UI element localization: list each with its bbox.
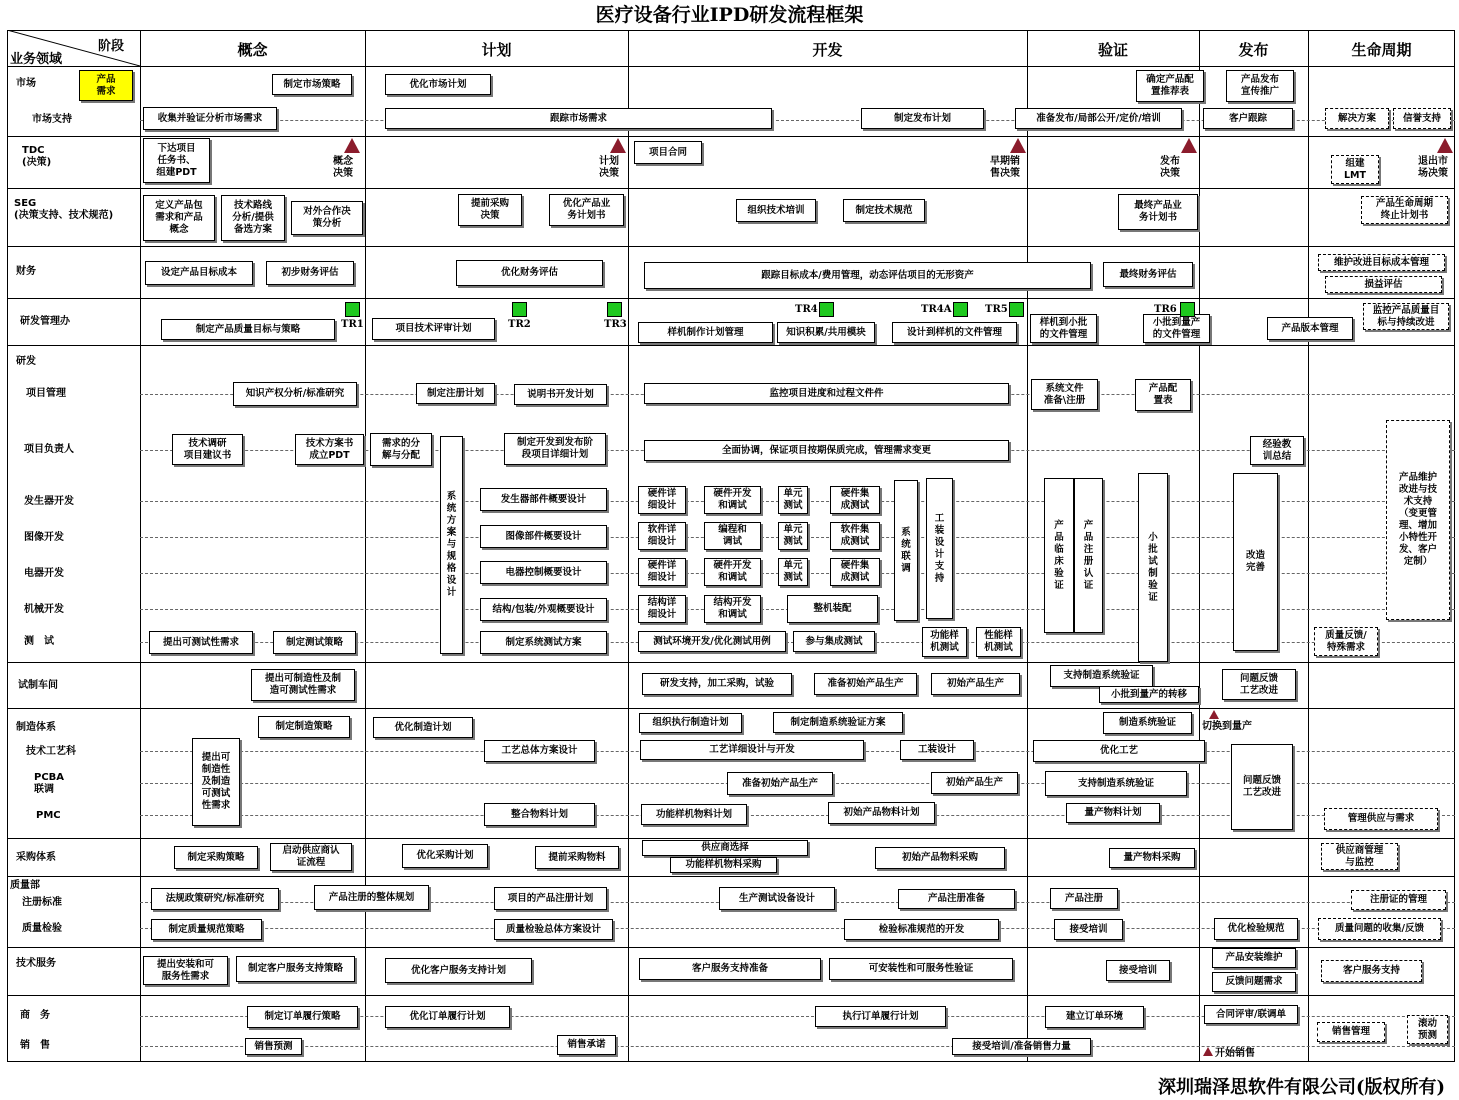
process-step-box: 损益评估	[1325, 276, 1442, 293]
process-step-box: 优化财务评估	[456, 260, 603, 286]
decision-label: 退出市 场决策	[1418, 156, 1448, 179]
process-step-box: 单元 测试	[778, 486, 808, 514]
tr-square-icon	[1180, 302, 1195, 317]
process-step-box: 收集并验证分析市场需求	[143, 107, 277, 130]
process-step-box: 合同评审/联调单	[1204, 1005, 1298, 1024]
process-step-box: 制定订单履行策略	[247, 1006, 358, 1028]
process-step-box: 制定市场策略	[272, 74, 352, 95]
process-step-box: 质量问题的收集/反馈	[1318, 918, 1441, 940]
process-step-box: 工 装 设 计 支 持	[926, 478, 953, 619]
row-label: 财务	[16, 266, 36, 277]
marker-triangle-icon	[1209, 710, 1219, 719]
process-step-box: 优化工艺	[1033, 740, 1205, 762]
process-step-box: 发生器部件概要设计	[480, 488, 607, 511]
process-step-box: 功能样 机测试	[922, 627, 967, 657]
corner-domain-label: 业务领域	[10, 52, 63, 67]
phase-develop: 开发	[812, 41, 843, 59]
process-step-box: 法规政策研究/标准研究	[151, 888, 279, 910]
product-need-box: 产品 需求	[79, 70, 133, 101]
process-step-box: 结构/包装/外观概要设计	[480, 598, 607, 621]
decision-label: 发布 决策	[1160, 156, 1180, 179]
process-step-box: 执行订单履行计划	[815, 1006, 946, 1027]
row-label: 制造体系	[16, 722, 56, 733]
tr-label: TR1	[341, 319, 364, 330]
decision-label: 计划 决策	[599, 156, 619, 179]
process-step-box: 问题反馈 工艺改进	[1222, 669, 1296, 700]
process-step-box: 维护改进目标成本管理	[1318, 254, 1445, 271]
process-step-box: 全面协调，保证项目按期保质完成，管理需求变更	[644, 440, 1009, 461]
process-step-box: 需求的分 解与分配	[370, 433, 432, 466]
process-step-box: 软件集 成测试	[830, 522, 880, 550]
process-step-box: 测试环境开发/优化测试用例	[638, 631, 786, 652]
tr-label: TR5	[985, 304, 1008, 315]
process-step-box: 软件详 细设计	[638, 522, 686, 550]
process-step-box: 销售预测	[245, 1038, 302, 1055]
process-step-box: 产品发布 宣传推广	[1226, 70, 1294, 102]
row-label: 质量部	[10, 880, 40, 891]
process-step-box: 产品配 置表	[1135, 379, 1191, 411]
row-label: 试制车间	[18, 680, 58, 691]
process-step-box: 解决方案	[1325, 108, 1389, 129]
process-step-box: 优化市场计划	[385, 74, 491, 95]
row-label: 电器开发	[24, 568, 64, 579]
lane-dash	[140, 1046, 1455, 1047]
phase-verify: 验证	[1097, 41, 1128, 59]
tr-square-icon	[953, 302, 968, 317]
process-step-box: 产品生命周期 终止计划书	[1361, 196, 1448, 224]
process-step-box: 项目合同	[634, 141, 702, 164]
process-step-box: 管理供应与需求	[1324, 808, 1438, 830]
process-step-box: 优化订单履行计划	[385, 1006, 510, 1028]
process-step-box: 反馈问题需求	[1212, 972, 1296, 992]
row-label: 市场	[16, 78, 36, 89]
phase-lifecycle: 生命周期	[1351, 41, 1412, 59]
process-step-box: 硬件开发 和调试	[704, 486, 761, 514]
process-step-box: 工艺总体方案设计	[484, 740, 595, 762]
process-step-box: 单元 测试	[778, 558, 808, 586]
process-step-box: 准备发布/局部公开/定价/培训	[1015, 108, 1182, 129]
row-label: 机械开发	[24, 604, 64, 615]
process-step-box: 定义产品包 需求和产品 概念	[143, 195, 215, 241]
process-step-box: 研发支持，加工采购，试验	[642, 673, 792, 695]
row-label: SEG (决策支持、技术规范)	[14, 198, 114, 221]
divider-v	[1308, 30, 1309, 1062]
process-step-box: 设定产品目标成本	[145, 261, 253, 285]
decision-triangle-icon	[1181, 138, 1197, 153]
process-step-box: 销售管理	[1317, 1022, 1385, 1042]
row-label: 研发	[16, 356, 36, 367]
process-step-box: 初步财务评估	[266, 261, 354, 285]
process-step-box: 客户跟踪	[1203, 108, 1293, 129]
process-step-box: 产品安装维护	[1212, 948, 1296, 968]
process-step-box: 产品注册准备	[898, 889, 1015, 909]
process-step-box: 信誉支持	[1393, 108, 1451, 129]
row-label: 测 试	[24, 636, 54, 647]
process-step-box: 确定产品配 置推荐表	[1136, 70, 1204, 102]
process-step-box: 支持制造系统验证	[1045, 771, 1187, 796]
tr-square-icon	[607, 302, 622, 317]
process-step-box: 硬件详 细设计	[638, 558, 686, 586]
divider-h	[7, 708, 1455, 709]
process-step-box: 产品注册	[1050, 888, 1118, 909]
process-step-box: 初始产品生产	[931, 772, 1018, 794]
divider-h	[7, 298, 1455, 299]
process-step-box: 制定采购策略	[174, 846, 258, 869]
process-step-box: 产 品 注 册 认 证	[1074, 478, 1103, 633]
divider-h	[7, 246, 1455, 247]
marker-triangle-icon	[1203, 1047, 1213, 1056]
process-step-box: 系统文件 准备\注册	[1031, 379, 1098, 410]
process-step-box: 产品维护 改进与技 术支持 （变更管 理、增加 小特性开 发、客户 定制）	[1386, 420, 1450, 620]
divider-h	[7, 66, 1455, 67]
process-step-box: 系 统 方 案 与 规 格 设 计	[440, 436, 463, 654]
process-step-box: 检验标准规范的开发	[844, 919, 999, 940]
divider-h	[7, 136, 1455, 137]
process-step-box: 制定系统测试方案	[480, 631, 607, 654]
process-step-box: 可安装性和可服务性验证	[829, 958, 1013, 980]
process-step-box: 性能样 机测试	[976, 627, 1021, 657]
decision-triangle-icon	[1010, 138, 1026, 153]
process-step-box: 小批到量产 的文件管理	[1143, 314, 1210, 343]
tr-square-icon	[512, 302, 527, 317]
process-step-box: 销售承诺	[557, 1035, 616, 1055]
tr-square-icon	[819, 302, 834, 317]
process-step-box: 提前采购物料	[535, 846, 619, 869]
process-step-box: 单元 测试	[778, 522, 808, 550]
process-step-box: 样机到小批 的文件管理	[1030, 314, 1097, 343]
process-step-box: 客户服务支持	[1321, 960, 1422, 982]
process-step-box: 改造 完善	[1233, 473, 1278, 651]
process-step-box: 提前采购 决策	[458, 194, 522, 226]
process-step-box: 小 批 试 制 验 证	[1138, 473, 1168, 662]
divider-v	[1027, 30, 1028, 1062]
row-label: 技术服务	[16, 958, 56, 969]
process-step-box: 生产测试设备设计	[719, 887, 835, 910]
row-label: 商 务	[20, 1010, 50, 1021]
process-step-box: 功能样机物料计划	[641, 804, 747, 825]
process-step-box: 提出可制造性及制 造可测试性需求	[251, 669, 355, 701]
decision-label: 概念 决策	[333, 156, 353, 179]
process-step-box: 客户服务支持准备	[639, 958, 821, 980]
page-title: 医疗设备行业IPD研发流程框架	[595, 4, 864, 26]
process-step-box: 硬件集 成测试	[830, 486, 880, 514]
divider-h	[7, 995, 1455, 996]
process-step-box: 监控项目进度和过程文件件	[644, 383, 1009, 404]
process-step-box: 技术调研 项目建议书	[172, 434, 243, 465]
row-label: TDC (决策)	[22, 145, 52, 168]
process-step-box: 制造系统验证	[1103, 712, 1192, 734]
process-step-box: 准备初始产品生产	[814, 673, 917, 695]
process-step-box: 项目的产品注册计划	[494, 887, 607, 910]
process-step-box: 最终产品业 务计划书	[1118, 194, 1198, 230]
process-step-box: 初始产品物料计划	[828, 802, 935, 824]
process-step-box: 制定开发到发布阶 段项目详细计划	[504, 433, 606, 465]
process-step-box: 制定产品质量目标与策略	[161, 319, 335, 340]
process-step-box: 供应商选择	[642, 840, 808, 856]
process-step-box: 制定客户服务支持策略	[236, 956, 355, 982]
process-step-box: 准备初始产品生产	[727, 772, 833, 795]
process-step-box: 对外合作决 策分析	[291, 201, 363, 235]
process-step-box: 质量检验总体方案设计	[494, 919, 613, 940]
tr-label: TR2	[508, 319, 531, 330]
process-step-box: 监控产品质量目 标与持续改进	[1363, 303, 1449, 330]
process-step-box: 滚动 预测	[1407, 1015, 1448, 1044]
process-step-box: 图像部件概要设计	[480, 525, 607, 548]
process-step-box: 接受培训	[1054, 919, 1123, 940]
process-step-box: 知识积累/共用模块	[777, 322, 875, 343]
process-step-box: 优化制造计划	[373, 717, 473, 738]
row-label: 市场支持	[32, 114, 72, 125]
process-step-box: 制定制造策略	[258, 716, 350, 738]
process-step-box: 工装设计	[900, 740, 974, 760]
process-step-box: 小批到量产的转移	[1099, 686, 1199, 703]
process-step-box: 说明书开发计划	[514, 384, 607, 405]
process-step-box: 组建 LMT	[1331, 155, 1379, 184]
tr-label: TR4A	[921, 304, 952, 315]
process-step-box: 制定技术规范	[843, 199, 925, 222]
corner-stage-label: 阶段	[98, 39, 125, 54]
process-step-box: 参与集成测试	[793, 631, 875, 652]
process-step-box: 硬件开发 和调试	[704, 558, 761, 586]
row-label: PMC	[36, 810, 61, 821]
row-label: 技术工艺科	[26, 746, 76, 757]
row-label: 项目管理	[26, 388, 66, 399]
process-step-box: 功能样机物料采购	[670, 857, 777, 873]
row-label: 注册标准	[22, 897, 62, 908]
row-label: 采购体系	[16, 852, 56, 863]
process-step-box: 下达项目 任务书、 组建PDT	[143, 138, 210, 183]
process-step-box: 供应商管理 与监控	[1321, 843, 1398, 870]
process-step-box: 知识产权分析/标准研究	[233, 382, 357, 406]
process-step-box: 经验教 训总结	[1250, 436, 1304, 465]
row-label: PCBA 联调	[34, 772, 65, 795]
divider-h	[7, 188, 1455, 189]
divider-h	[7, 838, 1455, 839]
process-step-box: 优化产品业 务计划书	[549, 194, 624, 226]
marker-label: 切换到量产	[1202, 721, 1252, 732]
tr-square-icon	[345, 302, 360, 317]
process-step-box: 注册证的管理	[1351, 890, 1446, 910]
process-step-box: 产品版本管理	[1267, 317, 1353, 340]
divider-v	[140, 30, 141, 1062]
process-step-box: 提出安装和可 服务性需求	[143, 956, 228, 985]
tr-label: TR6	[1154, 304, 1177, 315]
decision-triangle-icon	[1437, 138, 1453, 153]
process-step-box: 编程和 调试	[704, 522, 761, 550]
process-step-box: 制定质量规范策略	[151, 919, 262, 940]
process-step-box: 初始产品物料采购	[875, 847, 1005, 869]
process-step-box: 质量反馈/ 特殊需求	[1314, 627, 1378, 656]
process-step-box: 制定制造系统验证方案	[773, 712, 903, 733]
phase-release: 发布	[1238, 41, 1269, 59]
divider-h	[7, 876, 1455, 877]
process-step-box: 项目技术评审计划	[372, 318, 495, 340]
process-step-box: 设计到样机的文件管理	[892, 322, 1017, 343]
process-step-box: 问题反馈 工艺改进	[1231, 744, 1293, 830]
process-step-box: 产 品 临 床 验 证	[1044, 478, 1074, 633]
process-step-box: 技术路线 分析/提供 备选方案	[221, 195, 285, 241]
decision-triangle-icon	[344, 138, 360, 153]
process-step-box: 跟踪市场需求	[385, 108, 772, 129]
process-step-box: 量产物料计划	[1066, 803, 1160, 823]
process-step-box: 组织技术培训	[736, 199, 816, 222]
process-step-box: 接受培训/准备销售力量	[952, 1038, 1091, 1055]
process-step-box: 产品注册的整体规划	[314, 885, 429, 910]
process-step-box: 技术方案书 成立PDT	[295, 434, 364, 465]
tr-label: TR3	[604, 319, 627, 330]
process-step-box: 电器控制概要设计	[480, 561, 607, 584]
process-step-box: 组织执行制造计划	[639, 713, 742, 733]
process-step-box: 硬件详 细设计	[638, 486, 686, 514]
row-label: 研发管理办	[20, 316, 70, 327]
phase-plan: 计划	[481, 41, 512, 59]
process-step-box: 整机装配	[787, 595, 878, 623]
tr-label: TR4	[795, 304, 818, 315]
process-step-box: 建立订单环境	[1045, 1006, 1144, 1028]
process-step-box: 优化采购计划	[402, 844, 488, 868]
process-step-box: 量产物料采购	[1109, 848, 1195, 868]
process-step-box: 制定测试策略	[273, 631, 356, 654]
process-step-box: 支持制造系统验证	[1050, 665, 1153, 687]
process-step-box: 提出可 制造性 及制造 可测试 性需求	[192, 738, 240, 826]
process-step-box: 接受培训	[1106, 960, 1170, 981]
process-step-box: 启动供应商认 证流程	[270, 843, 352, 871]
process-step-box: 工艺详细设计与开发	[640, 740, 864, 760]
process-step-box: 优化客户服务支持计划	[385, 958, 532, 983]
divider-h	[7, 662, 1455, 663]
row-label: 项目负责人	[24, 444, 74, 455]
process-step-box: 系 统 联 调	[894, 480, 918, 621]
process-step-box: 初始产品生产	[931, 673, 1020, 695]
marker-label: 开始销售	[1215, 1048, 1255, 1059]
process-step-box: 结构开发 和调试	[704, 595, 761, 623]
row-label: 发生器开发	[24, 496, 74, 507]
row-label: 质量检验	[22, 923, 62, 934]
process-step-box: 结构详 细设计	[638, 595, 686, 623]
process-step-box: 优化检验规范	[1214, 918, 1298, 940]
process-step-box: 制定发布计划	[861, 108, 984, 129]
tr-square-icon	[1009, 302, 1024, 317]
decision-label: 早期销 售决策	[990, 156, 1020, 179]
footer-copyright: 深圳瑞泽思软件有限公司(版权所有)	[1157, 1077, 1445, 1098]
divider-v	[628, 30, 629, 1062]
process-step-box: 最终财务评估	[1103, 262, 1193, 287]
row-label: 图像开发	[24, 532, 64, 543]
phase-concept: 概念	[237, 41, 268, 59]
row-label: 销 售	[20, 1040, 50, 1051]
process-step-box: 硬件集 成测试	[830, 558, 880, 586]
process-step-box: 样机制作计划管理	[638, 322, 773, 343]
decision-triangle-icon	[610, 138, 626, 153]
divider-v	[1199, 30, 1200, 1062]
process-step-box: 制定注册计划	[416, 383, 495, 404]
divider-h	[7, 345, 1455, 346]
process-step-box: 跟踪目标成本/费用管理，动态评估项目的无形资产	[644, 262, 1091, 289]
process-step-box: 整合物料计划	[484, 803, 595, 826]
process-step-box: 提出可测试性需求	[149, 631, 253, 654]
